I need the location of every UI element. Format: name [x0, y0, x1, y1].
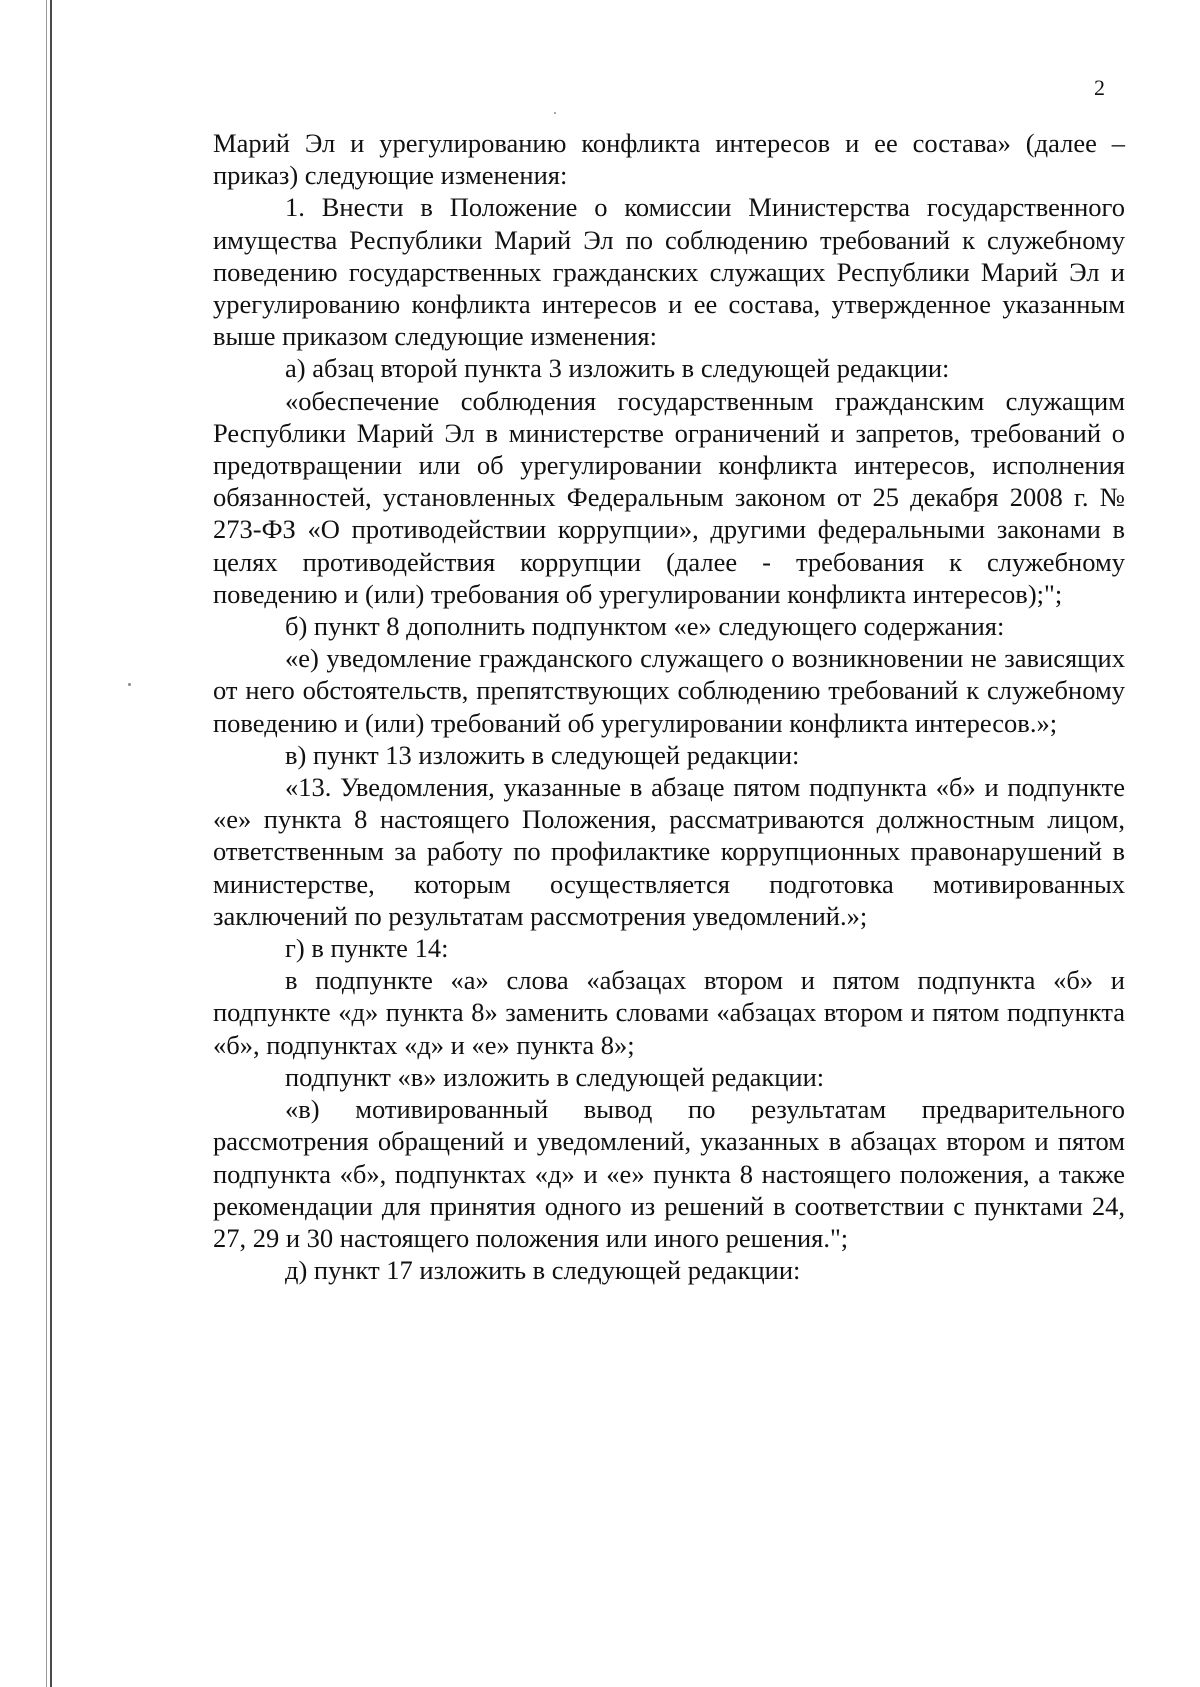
- paragraph: «обеспечение соблюдения государственным гражданским служащим Республики Марий Эл в министерстве ограничений и запретов, требований о предотвращении или об урегулировании конфликта интересов, исполнения обязанностей, установленных Федеральным законом от 25 декабря 2008 г. № 273-ФЗ «О противодействии коррупции», другими федеральными законами в целях противодействия коррупции (далее - требования к служебному поведению и (или) требования об урегулировании конфликта интересов);";: [213, 385, 1125, 609]
- paragraph: г) в пункте 14:: [285, 933, 449, 964]
- paragraph: в подпункте «а» слова «абзацах втором и пятом подпункта «б» и подпункте «д» пункта 8» заменить словами «абзацах втором и пятом подпункта «б», подпунктах «д» и «е» пункта 8»;: [213, 965, 1125, 1060]
- paragraph: Марий Эл и урегулированию конфликта интересов и ее состава» (далее – приказ) следующие изменения:: [213, 128, 1125, 191]
- paragraph: «е) уведомление гражданского служащего о возникновении не зависящих от него обстоятельств, препятствующих соблюдению требований к служебному поведению и (или) требований об урегулировании конфликта интересов.»;: [213, 643, 1125, 738]
- paragraph: «13. Уведомления, указанные в абзаце пятом подпункта «б» и подпункте «е» пункта 8 настоящего Положения, рассматриваются должностным лицом, ответственным за работу по профилактике коррупционных правонарушений в министерстве, которым осуществляется подготовка мотивированных заключений по результатам рассмотрения уведомлений.»;: [213, 772, 1125, 931]
- scan-edge-line: [50, 0, 52, 1687]
- scan-speck: [128, 683, 131, 686]
- scan-speck: [554, 112, 556, 114]
- paragraph: а) абзац второй пункта 3 изложить в следующей редакции:: [285, 353, 950, 384]
- paragraph: в) пункт 13 изложить в следующей редакции:: [285, 739, 800, 770]
- paragraph: д) пункт 17 изложить в следующей редакции:: [285, 1255, 801, 1286]
- paragraph: 1. Внести в Положение о комиссии Министерства государственного имущества Республики Марий Эл по соблюдению требований к служебному поведению государственных гражданских служащих Республики Марий Эл и урегулированию конфликта интересов и ее состава, утвержденное указанным выше приказом следующие изменения:: [213, 192, 1125, 352]
- paragraph: б) пункт 8 дополнить подпунктом «е» следующего содержания:: [285, 611, 1005, 642]
- paragraph: «в) мотивированный вывод по результатам предварительного рассмотрения обращений и уведомлений, указанных в абзацах втором и пятом подпункта «б», подпунктах «д» и «е» пункта 8 настоящего положения, а также рекомендации для принятия одного из решений в соответствии с пунктами 24, 27, 29 и 30 настоящего положения или иного решения.";: [213, 1094, 1125, 1253]
- page-number: 2: [1094, 75, 1105, 100]
- document-body: [213, 127, 1125, 1286]
- paragraph: подпункт «в» изложить в следующей редакции:: [285, 1061, 825, 1092]
- scan-edge-line-faint: [46, 0, 47, 1687]
